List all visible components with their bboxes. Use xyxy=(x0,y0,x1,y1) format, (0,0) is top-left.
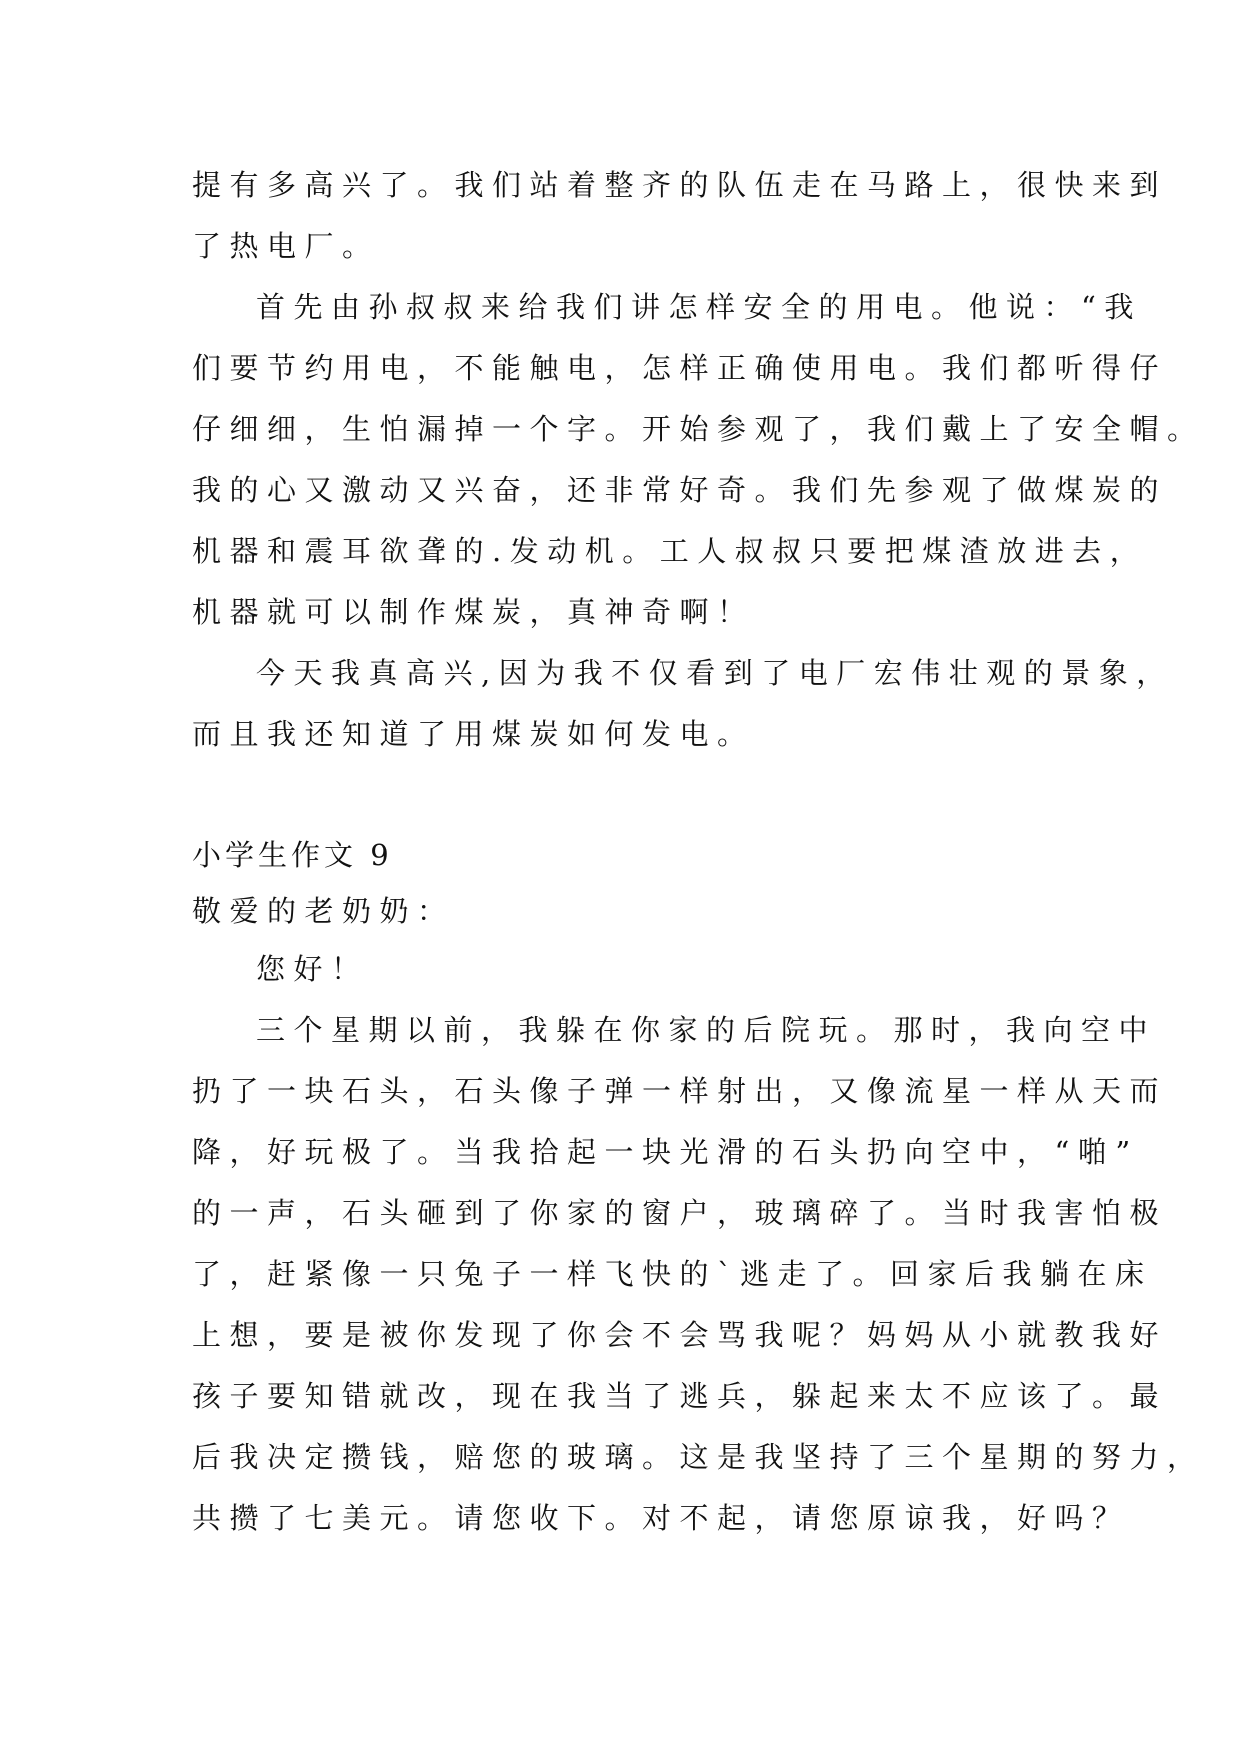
text-line: 了热电厂。 xyxy=(192,229,380,263)
text-line: 的一声，石头砸到了你家的窗户，玻璃碎了。当时我害怕极 xyxy=(192,1196,1168,1230)
text-line: 机器就可以制作煤炭，真神奇啊！ xyxy=(192,595,755,629)
text-line: 仔细细，生怕漏掉一个字。开始参观了，我们戴上了安全帽。 xyxy=(192,412,1205,446)
text-line: 上想，要是被你发现了你会不会骂我呢？妈妈从小就教我好 xyxy=(192,1318,1168,1352)
text-line: 共攒了七美元。请您收下。对不起，请您原谅我，好吗？ xyxy=(192,1501,1130,1535)
text-line: 首先由孙叔叔来给我们讲怎样安全的用电。他说：“我 xyxy=(256,290,1142,324)
text-line: 扔了一块石头，石头像子弹一样射出，又像流星一样从天而 xyxy=(192,1074,1168,1108)
text-line: 了，赶紧像一只兔子一样飞快的`逃走了。回家后我躺在床 xyxy=(192,1257,1153,1291)
paragraph xyxy=(192,643,1174,765)
essay-title: 小学生作文 9 xyxy=(192,838,393,872)
section-gap xyxy=(192,765,1062,827)
text-line: 后我决定攒钱，赔您的玻璃。这是我坚持了三个星期的努力， xyxy=(192,1440,1205,1474)
paragraph xyxy=(192,277,1205,643)
text-line: 而且我还知道了用煤炭如何发电。 xyxy=(192,717,755,751)
text-line: 降，好玩极了。当我拾起一块光滑的石头扔向空中，“啪” xyxy=(192,1135,1139,1169)
paragraph xyxy=(192,155,1168,277)
text-line: 们要节约用电，不能触电，怎样正确使用电。我们都听得仔 xyxy=(192,351,1168,385)
text-line: 我的心又激动又兴奋，还非常好奇。我们先参观了做煤炭的 xyxy=(192,473,1168,507)
text-line: 机器和震耳欲聋的.发动机。工人叔叔只要把煤渣放进去， xyxy=(192,534,1148,568)
paragraph xyxy=(192,1000,1205,1549)
text-line: 三个星期以前，我躲在你家的后院玩。那时，我向空中 xyxy=(256,1013,1157,1047)
text-line: 今天我真高兴,因为我不仅看到了电厂宏伟壮观的景象， xyxy=(256,656,1174,690)
text-line: 孩子要知错就改，现在我当了逃兵，躲起来太不应该了。最 xyxy=(192,1379,1168,1413)
document-page xyxy=(192,155,1205,1549)
text-line: 提有多高兴了。我们站着整齐的队伍走在马路上，很快来到 xyxy=(192,168,1168,202)
letter-salutation: 敬爱的老奶奶： xyxy=(192,894,455,928)
letter-greeting: 您好！ xyxy=(256,952,369,986)
